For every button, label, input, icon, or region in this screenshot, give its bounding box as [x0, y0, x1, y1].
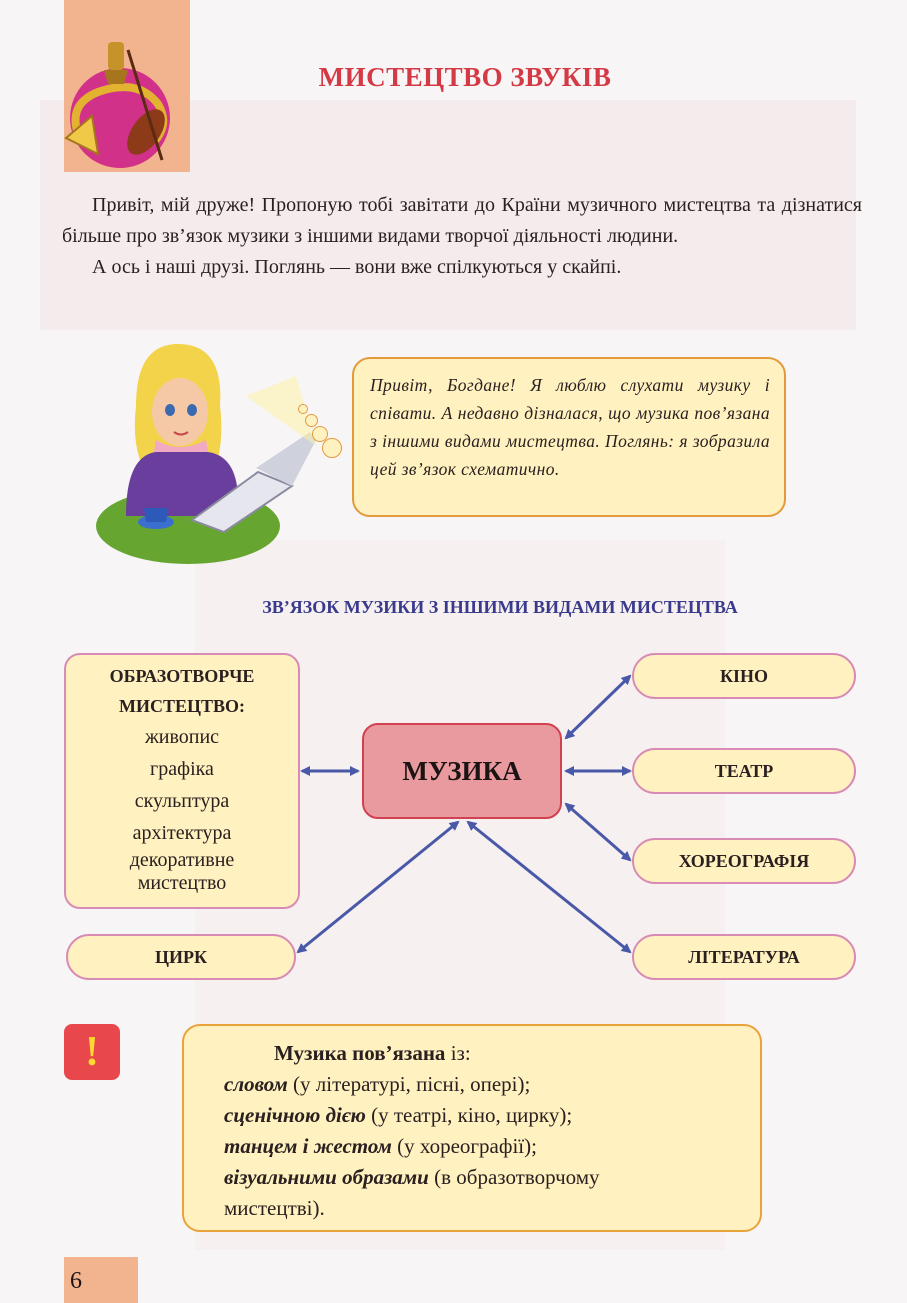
- note-line: візуальними образами (в образотворчому: [224, 1165, 600, 1189]
- note-lead: [224, 1038, 760, 1069]
- theatre-label: ТЕАТР: [714, 760, 774, 781]
- intro-paragraph: А ось і наші друзі. Поглянь — вони вже спілкуються у скайпі.: [92, 256, 622, 278]
- intro-paragraph: Привіт, мій друже! Пропоную тобі завітати до Країни музичного мистецтва та дізнатися більше про зв’язок музики з іншими видами творчої діяльності людини.: [62, 194, 862, 247]
- intro-text: [62, 190, 862, 283]
- diagram-title: ЗВ’ЯЗОК МУЗИКИ З ІНШИМИ ВИДАМИ МИСТЕЦТВА: [262, 597, 738, 617]
- note-line: мистецтві).: [224, 1196, 325, 1220]
- theatre-box: [632, 748, 856, 794]
- fine-arts-heading: МИСТЕЦТВО:: [118, 696, 245, 716]
- thought-dot: [322, 438, 342, 458]
- choreography-label: ХОРЕОГРАФІЯ: [678, 850, 810, 871]
- choreography-box: [632, 838, 856, 884]
- fine-arts-item: скульптура: [134, 790, 230, 812]
- fine-arts-item: мистецтво: [137, 872, 227, 894]
- thought-dot: [305, 414, 318, 427]
- note-lead-bold: Музика пов’язана: [274, 1041, 446, 1065]
- circus-box: [66, 934, 296, 980]
- fine-arts-box: [64, 653, 300, 909]
- speech-bubble: [352, 357, 786, 517]
- note-line: словом (у літературі, пісні, опері);: [224, 1072, 531, 1096]
- cinema-label: КІНО: [719, 665, 769, 686]
- note-line: танцем і жестом (у хореографії);: [224, 1134, 537, 1158]
- note-line: сценічною дією (у театрі, кіно, цирку);: [224, 1103, 573, 1127]
- music-instruments-icon: [58, 34, 198, 174]
- note-lead-rest: із:: [445, 1041, 471, 1065]
- note-box: [182, 1024, 762, 1232]
- fine-arts-item: живопис: [144, 726, 220, 748]
- exclamation-icon: !: [64, 1024, 120, 1080]
- fine-arts-item: декоративне: [129, 849, 235, 871]
- fine-arts-heading: ОБРАЗОТВОРЧЕ: [109, 666, 255, 686]
- fine-arts-item: архітектура: [132, 822, 232, 844]
- music-center-box: МУЗИКА: [362, 723, 562, 819]
- fine-arts-item: графіка: [150, 758, 214, 780]
- speech-bubble-text: Привіт, Богдане! Я люблю слухати музику і співати. А недавно дізналася, що музика пов’язана з іншими видами мистецтва. Поглянь: я зобразила цей зв’язок схематично.: [370, 375, 770, 479]
- girl-with-laptop-illustration: [96, 336, 320, 568]
- literature-box: [632, 934, 856, 980]
- literature-label: ЛІТЕРАТУРА: [688, 946, 800, 967]
- thought-dot: [298, 404, 308, 414]
- circus-label: ЦИРК: [154, 946, 208, 967]
- page-title: МИСТЕЦТВО ЗВУКІВ: [318, 62, 612, 92]
- cinema-box: [632, 653, 856, 699]
- page-number: 6: [70, 1268, 82, 1294]
